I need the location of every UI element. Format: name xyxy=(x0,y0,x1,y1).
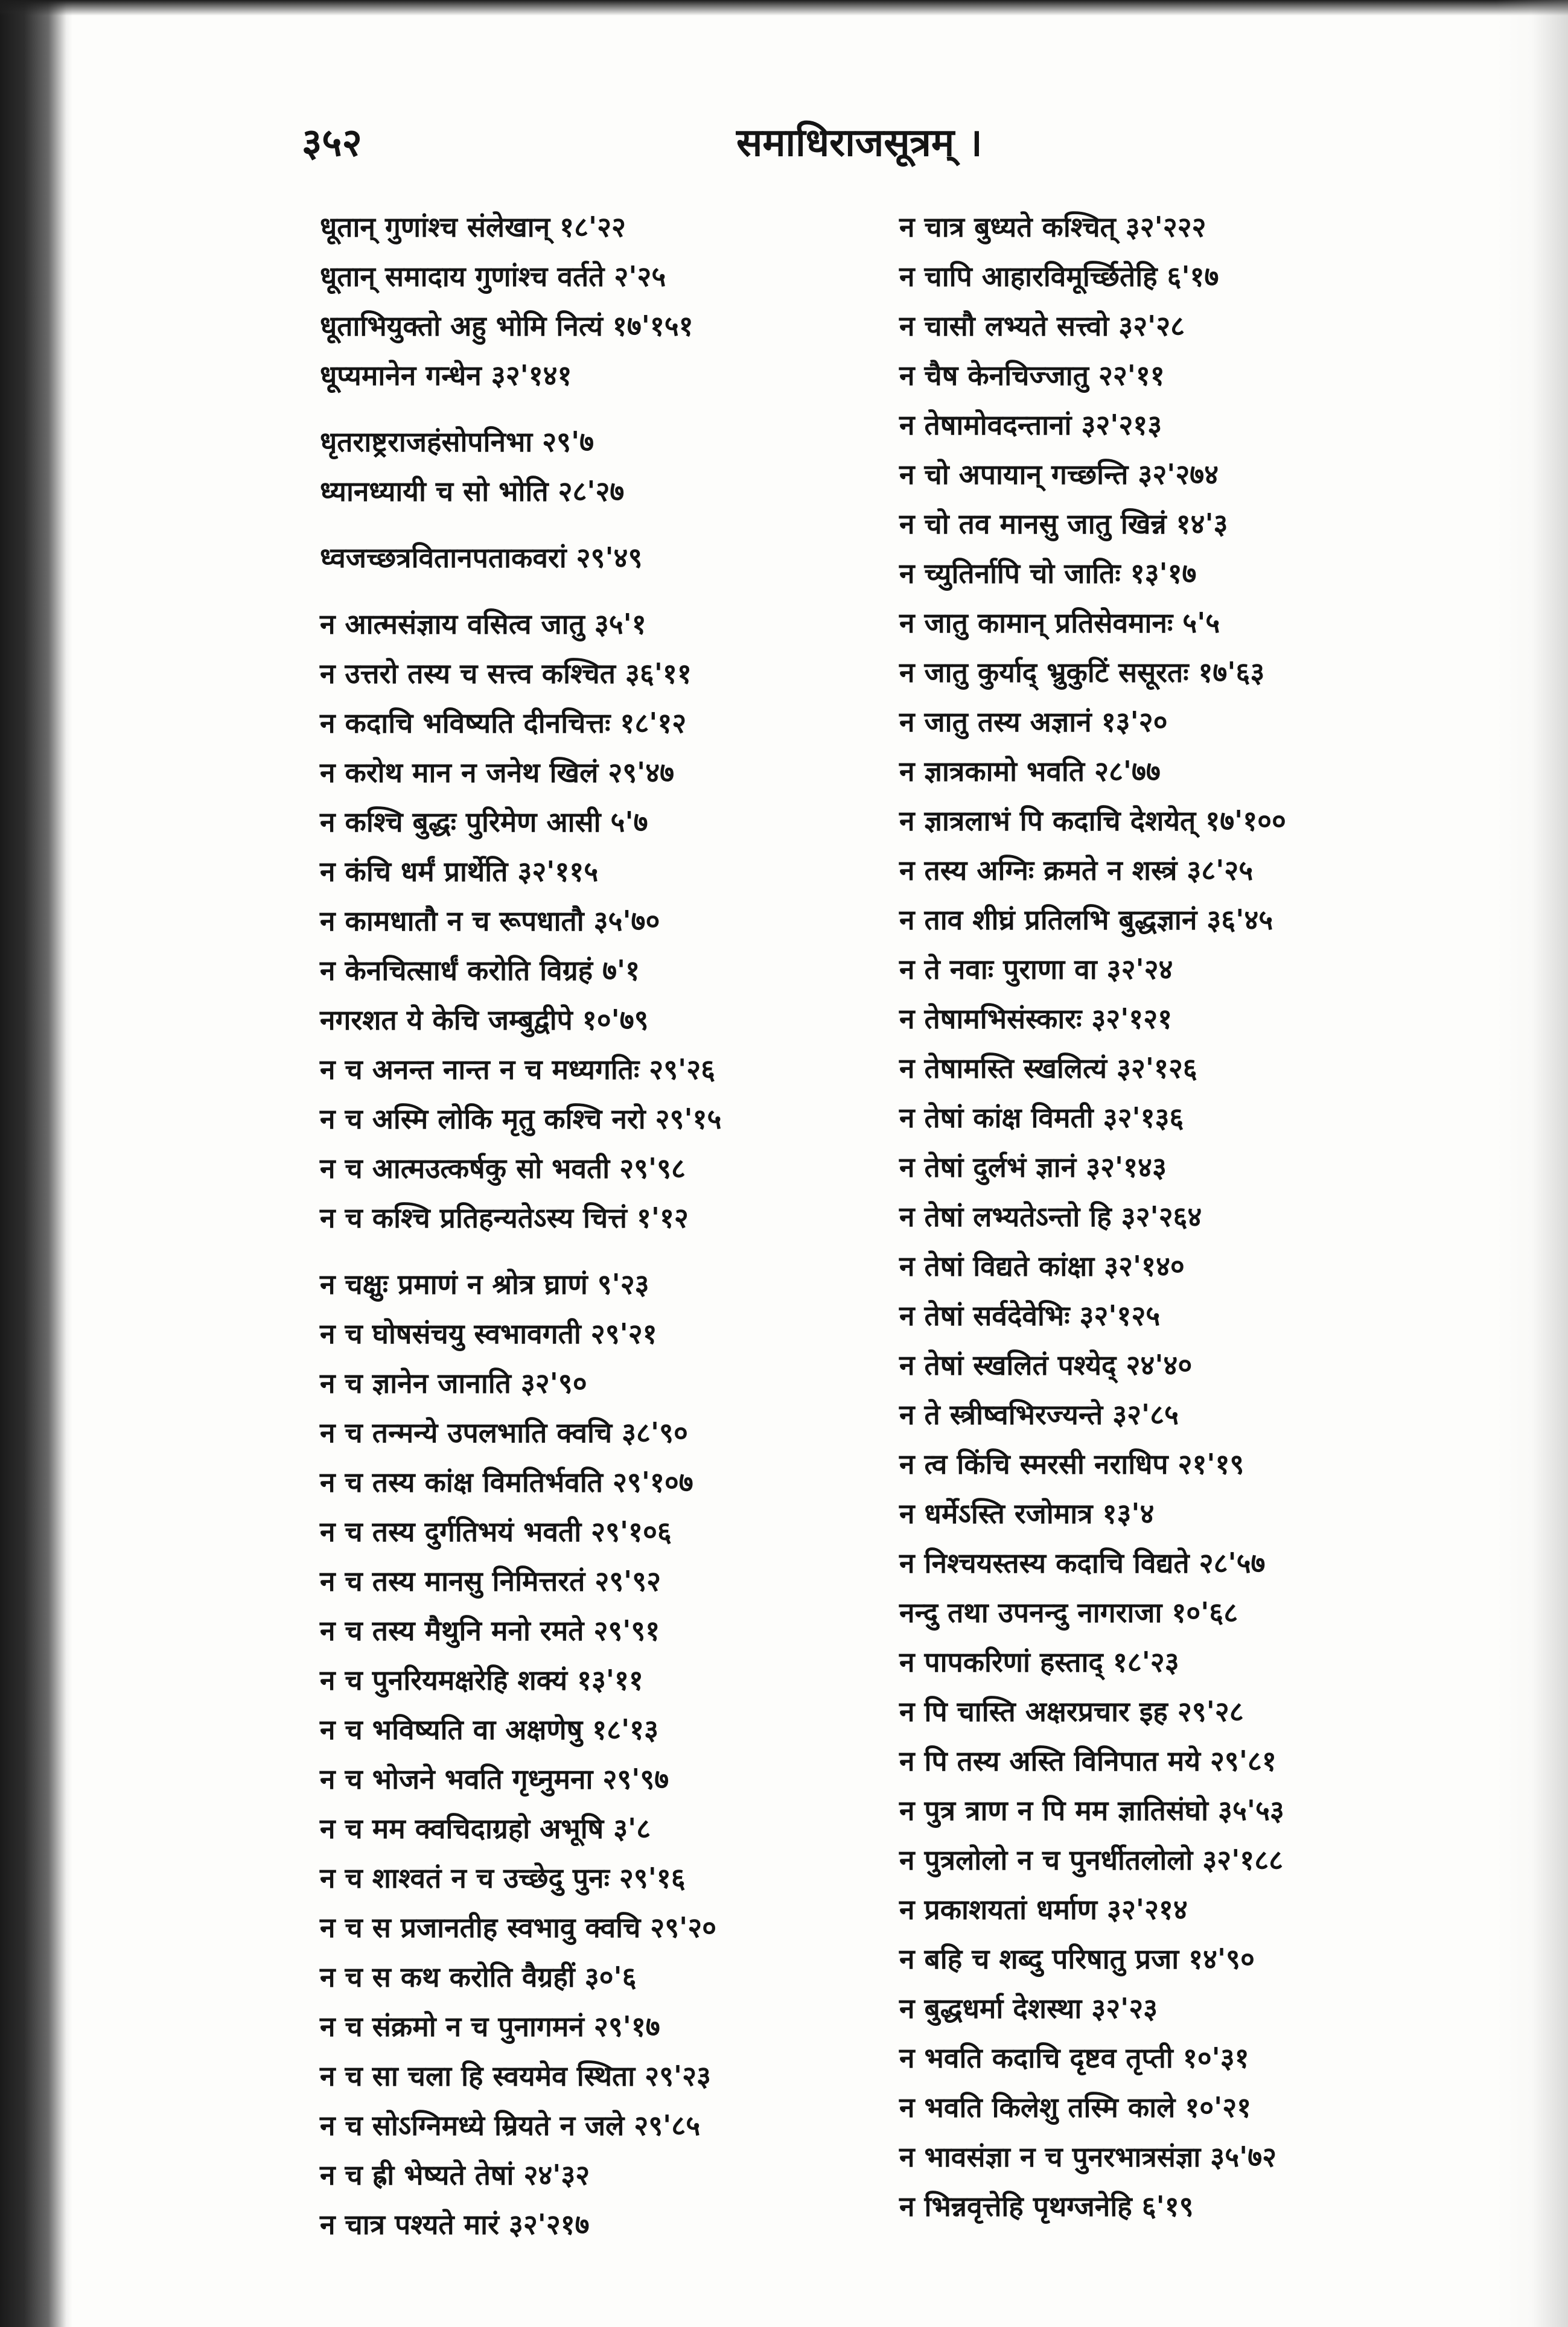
index-entry: धृतराष्ट्रराजहंसोपनिभा २९'७ xyxy=(320,425,594,458)
index-entry: न च घोषसंचयु स्वभावगती २९'२१ xyxy=(320,1317,657,1350)
index-entry: न निश्चयस्तस्य कदाचि विद्यते २८'५७ xyxy=(899,1547,1266,1579)
index-entry: न चासौ लभ्यते सत्त्वो ३२'२८ xyxy=(899,310,1185,342)
index-entry: धूतान् गुणांश्च संलेखान् १८'२२ xyxy=(320,211,626,243)
index-entry: न त्व किंचि स्मरसी नराधिप २१'१९ xyxy=(899,1448,1245,1480)
index-entry: न कंचि धर्मं प्रार्थेति ३२'११५ xyxy=(320,855,599,888)
page-number: ३५२ xyxy=(302,121,362,165)
index-entry: न पापकरिणां हस्ताद् १८'२३ xyxy=(899,1646,1179,1678)
index-entry: न तेषां स्खलितं पश्येद् २४'४० xyxy=(899,1349,1193,1381)
index-entry: न च तस्य कांक्ष विमतिर्भवति २९'१०७ xyxy=(320,1466,693,1498)
index-entry: न च भविष्यति वा अक्षणेषु १८'१३ xyxy=(320,1713,659,1746)
index-entry: न चात्र पश्यते मारं ३२'२१७ xyxy=(320,2208,590,2241)
index-entry: न चक्षुः प्रमाणं न श्रोत्र घ्राणं ९'२३ xyxy=(320,1268,649,1300)
index-entry: न बुद्धधर्मा देशस्था ३२'२३ xyxy=(899,1992,1158,2025)
index-entry: न च भोजने भवति गृध्नुमना २९'९७ xyxy=(320,1763,669,1795)
index-entry: न तेषां कांक्ष विमती ३२'१३६ xyxy=(899,1101,1184,1134)
index-entry: न पुत्र त्राण न पि मम ज्ञातिसंघो ३५'५३ xyxy=(899,1794,1284,1827)
index-entry: न च्युतिर्नापि चो जातिः १३'१७ xyxy=(899,557,1197,590)
index-entry: न तेषामस्ति स्खलित्यं ३२'१२६ xyxy=(899,1052,1197,1084)
index-column-left xyxy=(320,202,899,2249)
index-column-right xyxy=(899,202,1515,2231)
index-entry: धूतान् समादाय गुणांश्च वर्तते २'२५ xyxy=(320,260,666,293)
index-entry: न च अनन्त नान्त न च मध्यगतिः २९'२६ xyxy=(320,1053,716,1086)
index-entry: नगरशत ये केचि जम्बुद्वीपे १०'७९ xyxy=(320,1004,649,1036)
page-title: समाधिराजसूत्रम् । xyxy=(736,121,983,165)
index-entry: न भवति कदाचि दृष्टव तृप्ती १०'३१ xyxy=(899,2042,1249,2074)
index-entry: न चो अपायान् गच्छन्ति ३२'२७४ xyxy=(899,458,1219,491)
index-entry: न ताव शीघ्रं प्रतिलभि बुद्धज्ञानं ३६'४५ xyxy=(899,903,1273,936)
index-entry: न च स प्रजानतीह स्वभावु क्वचि २९'२० xyxy=(320,1911,717,1944)
index-entry: न तेषामोवदन्तानां ३२'२१३ xyxy=(899,409,1162,441)
index-entry: न च पुनरियमक्षरेहि शक्यं १३'११ xyxy=(320,1664,643,1696)
index-entry: नन्दु तथा उपनन्दु नागराजा १०'६८ xyxy=(899,1596,1238,1629)
index-entry: न पुत्रलोलो न च पुनर्धीतलोलो ३२'१८८ xyxy=(899,1844,1284,1876)
index-entry: न जातु कामान् प्रतिसेवमानः ५'५ xyxy=(899,606,1220,639)
index-entry: न कदाचि भविष्यति दीनचित्तः १८'१२ xyxy=(320,707,687,739)
index-entry: न च आत्मउत्कर्षकु सो भवती २९'९८ xyxy=(320,1152,686,1185)
index-entry: न तस्य अग्निः क्रमते न शस्त्रं ३८'२५ xyxy=(899,854,1254,887)
index-entry: न च सोऽग्निमध्ये म्रियते न जले २९'८५ xyxy=(320,2109,701,2142)
index-entry: न जातु कुर्याद् भ्रुकुटिं ससूरतः १७'६३ xyxy=(899,656,1265,689)
scan-shadow-left xyxy=(0,0,72,2327)
index-entry: न भावसंज्ञा न च पुनरभात्रसंज्ञा ३५'७२ xyxy=(899,2141,1277,2173)
index-entry: धूताभियुक्तो अहु भोमि नित्यं १७'१५१ xyxy=(320,310,693,342)
index-entry: न कामधातौ न च रूपधातौ ३५'७० xyxy=(320,905,660,937)
index-entry: न च ह्री भेष्यते तेषां २४'३२ xyxy=(320,2159,590,2191)
index-entry: ध्वजच्छत्रवितानपताकवरां २९'४९ xyxy=(320,541,643,574)
index-entry: न च तस्य मानसु निमित्तरतं २९'९२ xyxy=(320,1565,661,1597)
index-entry: न उत्तरो तस्य च सत्त्व कश्चित ३६'११ xyxy=(320,657,692,690)
index-entry: न प्रकाशयतां धर्माण ३२'२१४ xyxy=(899,1893,1188,1926)
index-entry: न तेषां दुर्लभं ज्ञानं ३२'१४३ xyxy=(899,1151,1167,1183)
index-entry: न पि चास्ति अक्षरप्रचार इह २९'२८ xyxy=(899,1695,1244,1728)
index-entry: न च ज्ञानेन जानाति ३२'९० xyxy=(320,1367,587,1399)
index-entry: न चो तव मानसु जातु खिन्नं १४'३ xyxy=(899,508,1228,540)
index-entry: न च स कथ करोति वैग्रहीं ३०'६ xyxy=(320,1961,637,1993)
index-entry: न जातु तस्य अज्ञानं १३'२० xyxy=(899,705,1168,738)
index-entry: न तेषां विद्यते कांक्षा ३२'१४० xyxy=(899,1250,1185,1282)
index-entry: न भवति किलेशु तस्मि काले १०'२१ xyxy=(899,2091,1252,2124)
index-entry: न च मम क्वचिदाग्रहो अभूषि ३'८ xyxy=(320,1812,651,1845)
index-entry: न धर्मेऽस्ति रजोमात्र १३'४ xyxy=(899,1497,1155,1530)
index-entry: न च संक्रमो न च पुनागमनं २९'१७ xyxy=(320,2010,660,2043)
index-entry: न तेषां लभ्यतेऽन्तो हि ३२'२६४ xyxy=(899,1200,1202,1233)
index-entry: न च कश्चि प्रतिहन्यतेऽस्य चित्तं १'१२ xyxy=(320,1202,689,1234)
index-entry: न कश्चि बुद्धः पुरिमेण आसी ५'७ xyxy=(320,806,648,838)
index-entry: न आत्मसंज्ञाय वसित्व जातु ३५'१ xyxy=(320,608,646,640)
index-entry: न च तस्य मैथुनि मनो रमते २९'९१ xyxy=(320,1614,660,1647)
index-entry: धूप्यमानेन गन्धेन ३२'१४१ xyxy=(320,359,572,392)
index-entry: न ज्ञात्रलाभं पि कदाचि देशयेत् १७'१०० xyxy=(899,804,1286,837)
index-entry: ध्यानध्यायी च सो भोति २८'२७ xyxy=(320,475,625,508)
index-entry: न चात्र बुध्यते कश्चित् ३२'२२२ xyxy=(899,211,1206,243)
entry-gap xyxy=(320,516,899,533)
index-entry: न च शाश्वतं न च उच्छेदु पुनः २९'१६ xyxy=(320,1862,686,1894)
index-entry: न ते नवाः पुराणा वा ३२'२४ xyxy=(899,953,1173,985)
index-entry: न तेषामभिसंस्कारः ३२'१२१ xyxy=(899,1002,1173,1035)
index-entry: न चापि आहारविमूर्च्छितेहि ६'१७ xyxy=(899,260,1219,293)
index-entry: न पि तस्य अस्ति विनिपात मये २९'८१ xyxy=(899,1745,1276,1777)
index-entry: न च तस्य दुर्गतिभयं भवती २९'१०६ xyxy=(320,1515,672,1548)
index-entry: न केनचित्सार्धं करोति विग्रहं ७'१ xyxy=(320,954,640,987)
entry-gap xyxy=(320,1243,899,1259)
index-entry: न च अस्मि लोकि मृतु कश्चि नरो २९'१५ xyxy=(320,1103,722,1135)
index-entry: न तेषां सर्वदेवेभिः ३२'१२५ xyxy=(899,1299,1161,1332)
index-entry: न ते स्त्रीष्वभिरज्यन्ते ३२'८५ xyxy=(899,1398,1179,1431)
index-entry: न बहि च शब्दु परिषातु प्रजा १४'९० xyxy=(899,1943,1255,1975)
page-header xyxy=(302,115,1376,169)
scan-shadow-top xyxy=(0,0,1568,16)
index-entry: न च सा चला हि स्वयमेव स्थिता २९'२३ xyxy=(320,2060,711,2092)
index-entry: न चैष केनचिज्जातु २२'११ xyxy=(899,359,1165,392)
index-entry: न करोथ मान न जनेथ खिलं २९'४७ xyxy=(320,756,675,789)
index-entry: न भिन्नवृत्तेहि पृथग्जनेहि ६'१९ xyxy=(899,2190,1194,2223)
index-entry: न ज्ञात्रकामो भवति २८'७७ xyxy=(899,755,1161,788)
entry-gap xyxy=(320,582,899,599)
entry-gap xyxy=(320,400,899,417)
index-entry: न च तन्मन्ये उपलभाति क्वचि ३८'९० xyxy=(320,1416,688,1449)
